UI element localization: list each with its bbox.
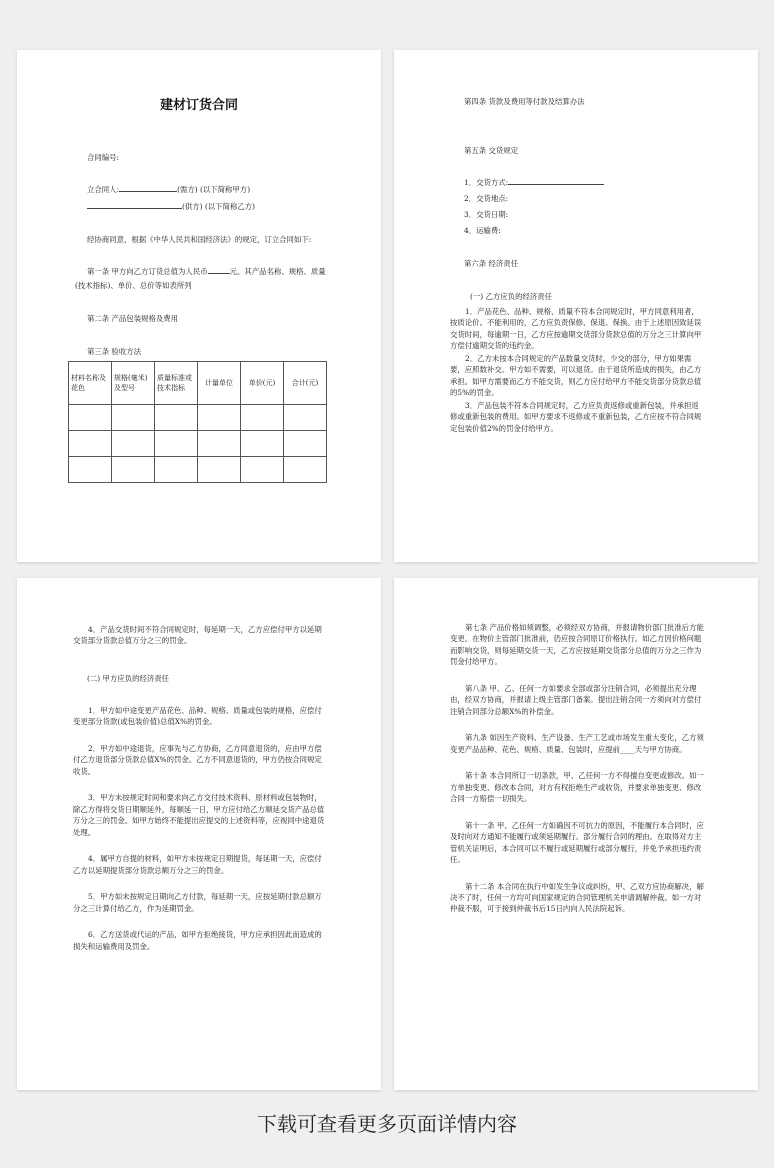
article-6: 第六条 经济责任 bbox=[464, 259, 519, 268]
party-label: 立合同人: bbox=[87, 185, 120, 194]
table-header-cell: 合计(元) bbox=[284, 362, 327, 405]
party-b-liability-heading: (一) 乙方应负的经济责任 bbox=[470, 292, 553, 301]
delivery-method bbox=[464, 177, 604, 188]
acceptance-table bbox=[68, 361, 327, 483]
delivery-date: 3．交货日期: bbox=[464, 210, 509, 219]
party-a-liability-paragraphs bbox=[73, 705, 329, 952]
article-4: 第四条 货款及费用等付款及结算办法 bbox=[464, 97, 585, 106]
contract-number-label: 合同编号: bbox=[87, 153, 120, 162]
party-a-line bbox=[87, 184, 250, 195]
table-header-cell: 规格(毫米)及型号 bbox=[112, 362, 155, 405]
article-5: 第五条 交货规定 bbox=[464, 146, 519, 155]
article-1-text-end: 元。其产品名称、规格、质量 bbox=[229, 267, 326, 276]
table-row bbox=[69, 405, 327, 431]
document-page-2 bbox=[394, 50, 758, 562]
party-b-suffix: (供方) (以下简称乙方) bbox=[182, 202, 256, 211]
document-page-1 bbox=[17, 50, 381, 562]
party-b-blank bbox=[87, 208, 182, 209]
article-1-line-2: (技术指标)、单价、总价等如表所列 bbox=[75, 281, 192, 290]
paragraph: 4．属甲方自提的材料，如甲方未按规定日期提货，每延期一天，应偿付乙方以延期提货部分货款总额万分之三的罚金。 bbox=[73, 854, 322, 875]
paragraph: 1．产品花色、品种、规格、质量不符本合同规定时，甲方同意利用者，按质论价。不能利用的，乙方应负责保修、保退、保换。由于上述原因致延误交货时间，每逾期一日，乙方应按逾期交货部分货款总值的万分之三计算向甲方偿付逾期交货的违约金。 bbox=[450, 307, 702, 351]
article-1-line-1 bbox=[87, 266, 326, 277]
party-a-liability-heading: (二) 甲方应负的经济责任 bbox=[87, 674, 170, 683]
paragraph: 4．产品交货时间不符合同规定时，每延期一天，乙方应偿付甲方以延期交货部分货款总值万分之三的罚金。 bbox=[73, 625, 322, 646]
paragraph: 3．产品包装不符本合同规定时，乙方应负责返修或重新包装，并承担返修或重新包装的费用。如甲方要求不返修或不重新包装，乙方应按不符合同规定包装价值2%的罚金付给甲方。 bbox=[450, 400, 702, 433]
article-1-text: 第一条 甲方向乙方订货总值为人民币 bbox=[87, 267, 208, 276]
paragraph: 6．乙方送货或代运的产品，如甲方拒绝接货，甲方应承担因此而造成的损失和运输费用及罚金。 bbox=[73, 930, 322, 951]
party-b-line bbox=[87, 201, 255, 212]
paragraph: 第七条 产品价格如须调整，必须经双方协商，并报请物价部门批准后方能变更。在物价主管部门批准前，仍应按合同原订价格执行。如乙方因价格问题而影响交货，则每延期交货一天，乙方应按延期交货部分总值的万分之三作为罚金付给甲方。 bbox=[450, 623, 704, 667]
paragraph: 第十条 本合同所订一切条款，甲、乙任何一方不得擅自变更或修改。如一方单独变更、修改本合同，对方有权拒绝生产或收货，并要求单独变更、修改合同一方赔偿一切损失。 bbox=[450, 771, 704, 804]
delivery-method-blank bbox=[508, 184, 604, 185]
party-a-blank bbox=[119, 191, 177, 192]
table-header-cell: 计量单位 bbox=[198, 362, 241, 405]
paragraph: 第十一条 甲、乙任何一方如确因不可抗力的原因，不能履行本合同时，应及时向对方通知不能履行或须延期履行、部分履行合同的理由。在取得对方主管机关证明后，本合同可以不履行或延期履行或部分履行，并免予承担违约责任。 bbox=[450, 820, 704, 865]
paragraph: 2．乙方未按本合同规定的产品数量交货时，少交的部分，甲方如果需要，应照数补交。甲方如不需要，可以退货。由于退货所造成的损失，由乙方承担。如甲方需要而乙方不能交货，则乙方应付给甲方不能交货部分货款总值的5%的罚金。 bbox=[450, 353, 702, 398]
party-b-liability-paragraphs bbox=[450, 306, 706, 434]
paragraph: 第九条 如因生产资料、生产设备、生产工艺或市场发生重大变化，乙方须变更产品品种、花色、规格、质量、包装时，应提前____天与甲方协商。 bbox=[450, 733, 704, 754]
paragraph: 3．甲方未按规定时间和要求向乙方交付技术资料、原材料或包装物时，除乙方得将交货日期顺延外，每顺延一日，甲方应付给乙方顺延交货产品总值万分之三的罚金。如甲方始终不能提出应提交的上述资料等，应视同中途退货处理。 bbox=[73, 793, 325, 837]
paragraph: 第八条 甲、乙、任何一方如要求全部或部分注销合同，必须提出充分理由，经双方协商，并报请上级主管部门备案。提出注销合同一方须向对方偿付注销合同部分总额X%的补偿金。 bbox=[450, 683, 702, 716]
document-page-4 bbox=[394, 578, 758, 1090]
paragraph: 5．甲方如未按规定日期向乙方付款，每延期一天，应按延期付款总额万分之三计算付给乙方，作为延期罚金。 bbox=[73, 892, 322, 913]
preamble: 经协商同意，根据《中华人民共和国经济法》的规定，订立合同如下: bbox=[87, 235, 312, 244]
table-header-cell: 单价(元) bbox=[241, 362, 284, 405]
delivery-place: 2．交货地点: bbox=[464, 194, 509, 203]
paragraph: 第十二条 本合同在执行中如发生争议或纠纷，甲、乙双方应协商解决，解决不了时，任何一方均可向国家规定的合同管理机关申请调解仲裁。如一方对仲裁不服，可于接到仲裁书后15日内向人民法院起诉。 bbox=[450, 881, 704, 914]
amount-blank bbox=[208, 273, 230, 274]
table-header-cell: 质量标准或技术指标 bbox=[155, 362, 198, 405]
freight-cost: 4．运输费: bbox=[464, 226, 501, 235]
article-2: 第二条 产品包装规格及费用 bbox=[87, 314, 179, 323]
table-header-row bbox=[69, 362, 327, 405]
table-row bbox=[69, 431, 327, 457]
paragraph: 1．甲方如中途变更产品花色、品种、规格、质量或包装的规格，应偿付变更部分货款(或包装价值)总值X%的罚金。 bbox=[73, 706, 322, 727]
table-header-cell: 材料名称及花色 bbox=[69, 362, 112, 405]
document-page-3 bbox=[17, 578, 381, 1090]
delivery-method-label: 1．交货方式: bbox=[464, 178, 509, 187]
table-row bbox=[69, 457, 327, 483]
late-delivery-paragraph bbox=[73, 624, 329, 647]
paragraph: 2．甲方如中途退货，应事先与乙方协商，乙方同意退货的，应由甲方偿付乙方退货部分货款总值X%的罚金。乙方不同意退货的，甲方仍按合同规定收货。 bbox=[73, 743, 322, 776]
article-3: 第三条 验收方法 bbox=[87, 347, 142, 356]
contract-title: 建材订货合同 bbox=[159, 98, 238, 113]
party-a-suffix: (需方) (以下简称甲方) bbox=[177, 185, 251, 194]
articles-7-12 bbox=[450, 622, 706, 915]
download-more-caption: 下载可查看更多页面详情内容 bbox=[257, 1112, 517, 1136]
